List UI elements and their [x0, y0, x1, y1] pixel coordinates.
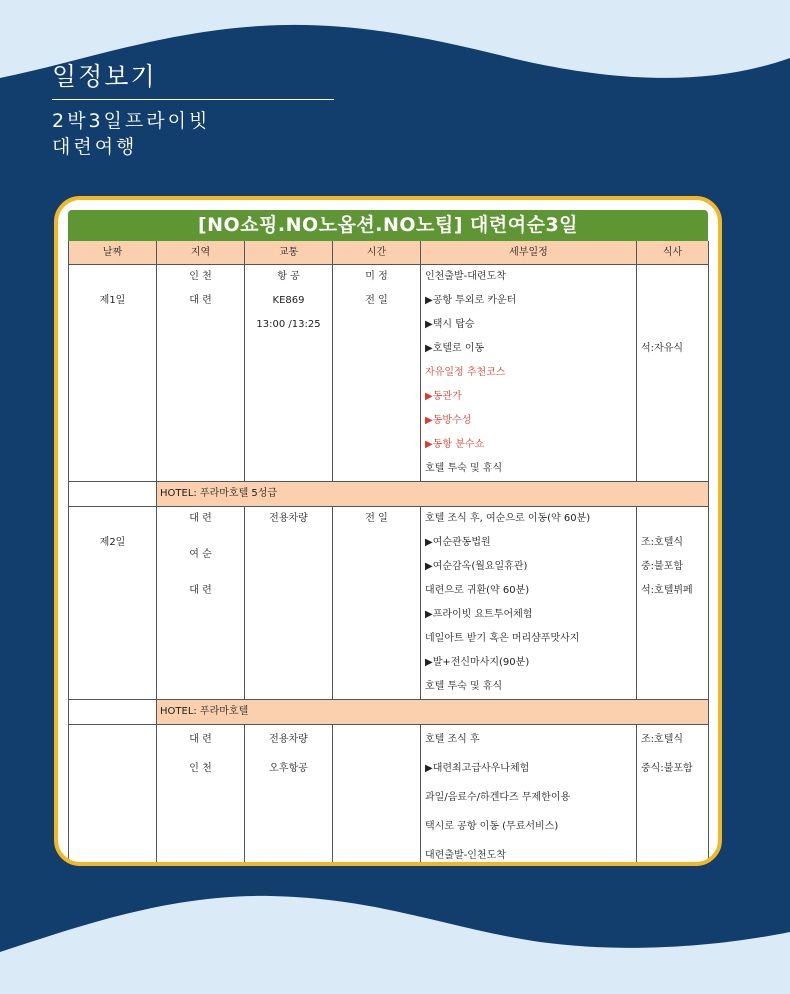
day1-transport-item: 13:00 /13:25 — [256, 319, 321, 330]
day3-region-item: 대 련 — [189, 734, 212, 745]
day1-details-cell — [421, 265, 637, 482]
day2-detail-item: 호텔 투숙 및 휴식 — [425, 681, 503, 692]
day2-label: 제2일 — [99, 537, 126, 548]
col-header-time: 시간 — [333, 241, 421, 265]
title-divider — [52, 99, 334, 100]
day1-region-cell — [157, 265, 245, 482]
day3-detail-item: 호텔 조식 후 — [425, 734, 480, 745]
day1-label: 제1일 — [99, 295, 126, 306]
day1-detail-item-highlight: ▶동항 분수쇼 — [425, 439, 485, 450]
day3-row — [69, 725, 709, 867]
day3-date-cell — [69, 725, 157, 867]
itinerary-banner: [NO쇼핑.NO노옵션.NO노팁] 대련여순3일 — [68, 210, 708, 241]
day1-transport-item: 항 공 — [277, 271, 300, 282]
page-subtitle-2: 대련여행 — [52, 136, 138, 158]
day2-time-item: 전 일 — [365, 513, 388, 524]
day2-region-item: 여 순 — [189, 549, 212, 560]
day3-transport-item: 오후항공 — [269, 763, 308, 774]
day1-time-item: 미 정 — [365, 271, 388, 282]
day2-detail-item: 호텔 조식 후, 여순으로 이동(약 60분) — [425, 513, 591, 524]
table-header-row — [69, 241, 709, 265]
day2-row — [69, 507, 709, 700]
day3-meal-item: 중식:불포함 — [641, 763, 693, 774]
day1-meal-item: 석:자유식 — [641, 343, 684, 354]
day1-detail-item-highlight: ▶동관가 — [425, 391, 462, 402]
day2-meal-item: 중:불포함 — [641, 561, 684, 572]
day1-hotel: HOTEL: 푸라마호텔 5성급 — [157, 482, 709, 507]
day1-transport-item: KE869 — [272, 295, 305, 306]
day1-detail-item: ▶공항 투외로 카운터 — [425, 295, 517, 306]
day2-date-cell — [69, 507, 157, 700]
day3-detail-item: ▶대련최고급사우나체험 — [425, 763, 530, 774]
day2-detail-item: ▶발+전신마사지(90분) — [425, 657, 530, 668]
day1-detail-item-highlight: 자유일정 추천코스 — [425, 367, 506, 378]
day2-details-cell — [421, 507, 637, 700]
itinerary-card — [54, 196, 722, 866]
page-title: 일정보기 — [52, 62, 157, 91]
day1-detail-item: 호텔 투숙 및 휴식 — [425, 463, 503, 474]
day2-transport-item: 전용차량 — [269, 513, 308, 524]
col-header-region: 지역 — [157, 241, 245, 265]
day2-detail-item: 대련으로 귀환(약 60분) — [425, 585, 530, 596]
day3-region-cell — [157, 725, 245, 867]
day3-transport-cell — [245, 725, 333, 867]
day3-detail-item: 대련출발-인천도착 — [425, 850, 506, 861]
day2-region-item: 대 련 — [189, 513, 212, 524]
day1-region-item: 인 천 — [189, 271, 212, 282]
day3-meal-item: 조:호텔식 — [641, 734, 684, 745]
day3-detail-item: 택시로 공항 이동 (무료서비스) — [425, 821, 559, 832]
day2-region-item: 대 련 — [189, 585, 212, 596]
day1-row — [69, 265, 709, 482]
day2-time-cell — [333, 507, 421, 700]
day2-hotel: HOTEL: 푸라마호텔 — [157, 700, 709, 725]
day1-detail-item: 인천출발-대련도착 — [425, 271, 506, 282]
day1-detail-item: ▶택시 탑승 — [425, 319, 475, 330]
day2-detail-item: 네일아트 받기 혹은 머리샴푸맛사지 — [425, 633, 580, 644]
bottom-wave — [0, 874, 790, 994]
day1-time-cell — [333, 265, 421, 482]
col-header-transport: 교통 — [245, 241, 333, 265]
day1-hotel-row — [69, 482, 709, 507]
day2-region-cell — [157, 507, 245, 700]
day1-transport-cell — [245, 265, 333, 482]
day2-meal-item: 조:호텔식 — [641, 537, 684, 548]
day2-meals-cell — [637, 507, 709, 700]
day2-hotel-row — [69, 700, 709, 725]
day1-region-item: 대 련 — [189, 295, 212, 306]
day3-meals-cell — [637, 725, 709, 867]
day1-detail-item: ▶호텔로 이동 — [425, 343, 485, 354]
day2-transport-cell — [245, 507, 333, 700]
day2-meal-item: 석:호텔뷔페 — [641, 585, 693, 596]
day3-transport-item: 전용차량 — [269, 734, 308, 745]
header — [52, 60, 334, 160]
col-header-details: 세부일정 — [421, 241, 637, 265]
day2-detail-item: ▶여순감옥(월요일휴관) — [425, 561, 528, 572]
day1-date-cell — [69, 265, 157, 482]
day1-meals-cell — [637, 265, 709, 482]
page-subtitle-1: 2박3일프라이빗 — [52, 110, 211, 132]
col-header-meals: 식사 — [637, 241, 709, 265]
day2-detail-item: ▶여순관동법원 — [425, 537, 491, 548]
day1-detail-item-highlight: ▶동방수성 — [425, 415, 472, 426]
itinerary-table — [68, 241, 709, 866]
day2-detail-item: ▶프라이빗 요트투어체험 — [425, 609, 533, 620]
day3-time-cell — [333, 725, 421, 867]
day3-region-item: 인 천 — [189, 763, 212, 774]
day3-details-cell — [421, 725, 637, 867]
col-header-date: 날짜 — [69, 241, 157, 265]
day1-time-item: 전 일 — [365, 295, 388, 306]
day3-detail-item: 과일/음료수/하겐다즈 무제한이용 — [425, 792, 571, 803]
